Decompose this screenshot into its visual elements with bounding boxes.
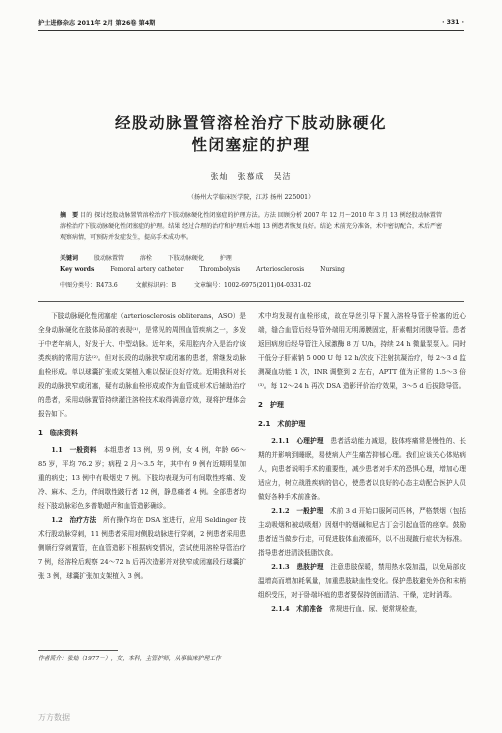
body-paragraph	[258, 434, 466, 504]
subsection-heading: 1.1 一般资料	[51, 446, 97, 454]
body-paragraph	[258, 602, 466, 616]
body-paragraph	[38, 513, 246, 583]
author-footnote: 作者简介：张灿（1977－），女，本科，主管护师，从事临床护理工作	[38, 656, 221, 662]
keyword: 溶栓	[139, 255, 152, 262]
right-column	[258, 309, 466, 616]
paragraph-text: 术前 3 d 开始口服阿司匹林，严格禁烟（包括主动吸烟和被动吸烟）因烟中的烟碱和尼古丁会引起血管的痉挛。鼓励患者适当做步行走，可促进肢体血液循环，以不出现跛行症状为标准。指导患者进清淡低脂饮食。	[258, 507, 467, 557]
subsection-heading: 2.1.2 一般护理	[271, 507, 324, 515]
keywords-en-label: Key words	[60, 266, 95, 273]
keyword: 下肢动脉硬化	[167, 255, 204, 262]
paragraph-text: 常规进行血、尿、便常规检查，	[329, 605, 422, 613]
keyword: Femoral artery catheter	[110, 266, 184, 273]
article-number: 文章编号：1002-6975(2011)04-0331-02	[193, 282, 312, 289]
affiliation: （扬州大学临床医学院，江苏 扬州 225001）	[187, 194, 315, 201]
keyword: Thrombolysis	[199, 266, 241, 273]
keyword: Arteriosclerosis	[256, 266, 305, 273]
keyword: Nursing	[320, 266, 345, 273]
subsection-heading: 2.1.3 患肢护理	[271, 563, 324, 571]
article-title	[0, 112, 502, 156]
document-code: 文献标识码：B	[135, 282, 177, 289]
abstract-text: 目的 探讨经股动脉置管溶栓治疗下肢动脉硬化性闭塞症的护理方法。方法 回顾分析 2007 年 12 月～2010 年 3 月 13 例经股动脉置管溶栓治疗下肢动脉硬化性闭塞症的护理。结果 经过合理的治疗和护理后本组 13 例患者恢复良好。结论 术前充分准备，术中密切配合，术后严密观察病情，可预防并发症发生，提高手术成功率。	[60, 212, 442, 241]
keywords	[60, 253, 442, 275]
keywords-cn-label: 关键词	[60, 255, 79, 262]
left-column	[38, 309, 246, 583]
watermark: 万方数据	[38, 713, 70, 722]
title-line-2: 性闭塞症的护理	[191, 136, 311, 154]
journal-info: 护士进修杂志 2011年 2月 第26卷 第4期	[38, 19, 156, 27]
subsection-heading: 2.1.4 术前准备	[271, 605, 323, 613]
title-line-1: 经股动脉置管溶栓治疗下肢动脉硬化	[114, 114, 387, 132]
footnote-rule	[38, 650, 118, 651]
keywords-cn	[60, 253, 442, 264]
abstract-label: 摘 要	[60, 212, 79, 219]
subsection-heading: 2.1.1 心理护理	[271, 437, 324, 445]
classification-line	[60, 280, 442, 289]
page-number: · 331 ·	[442, 18, 464, 26]
clc-number: 中图分类号：R473.6	[60, 282, 118, 289]
paragraph-text: 本组患者 13 例，男 9 例，女 4 例，年龄 66～85 岁，平均 76.2 岁；病程 2 月～3.5 年，其中有 9 例有近期明显加重的病史；13 例中有吸烟史 7 例。下肢均表现为可有间歇性疼痛、发冷、麻木、乏力，伴间歇性跛行者 12 例，静息痛者 4 例。全部患者均经下肢动脉彩色多普勒超声和血管造影确诊。	[38, 446, 247, 510]
section-heading: 2 护理	[258, 401, 284, 409]
section-rule	[38, 301, 464, 302]
paragraph-text: 注意患肢保暖，禁用热水袋加温，以免局部皮温增高而增加耗氧量，加重患肢缺血性变化。保护患肢避免外伤和末梢组织受压，对于卧端坏疽的患者要保持创面清洁、干燥，定时消毒。	[258, 563, 467, 599]
subsection-heading: 2.1 术前护理	[258, 420, 306, 428]
continued-paragraph: 术中均发现有血栓形成，故在导丝引导下置入溶栓导管于栓塞的近心端，缝合血管后经导管外端用无明薄膜固定，肝素帽封闭腹导管。患者返回病房后经导管注入尿激酶 8 万 U/h，持续 24 h 微量泵泵入。同时干低分子肝素钠 5 000 U 每 12 h/次皮下注射抗凝治疗，每 2～3 d 监测凝血功能 1 次，INR 调整到 2 左右，APTT 值为正常的 1.5～3 倍⁽³⁾。每 12～24 h 再次 DSA 造影评价治疗效果，3～5 d 后拔除导管。	[258, 312, 466, 390]
keyword: 股动脉置管	[93, 255, 124, 262]
running-header	[38, 16, 464, 28]
abstract	[60, 210, 442, 243]
keyword: 护理	[219, 255, 232, 262]
paragraph-text: 患者活动能力减退，肢体疼痛常是慢性的、长期的并影响到睡眠，易使病人产生痛苦抑郁心理。我们应该关心体贴病人，向患者说明手术的重要性，减少患者对手术的恐惧心理，增加心理适应力，树立战胜疾病的信心，使患者以良好的心态主动配合医护人员做好各种手术前准备。	[258, 437, 467, 501]
section-heading: 1 临床资料	[38, 429, 78, 437]
body-paragraph	[38, 443, 246, 513]
paragraph-text: 所有操作均在 DSA 室进行，应用 Seldinger 技术行股动脉穿刺，11 例患者采用对侧股动脉进行穿刺，2 例患者采用患侧顺行穿刺置管，在血管造影下根据病变情况，尝试使用溶栓导管治疗 7 例，经溶栓后观察 24～72 h 后再次造影并对狭窄或闭塞段行球囊扩张 3 例，球囊扩张加支架植入 3 例。	[38, 516, 246, 580]
intro-paragraph: 下肢动脉硬化性闭塞症（arteriosclerosis obliterans，ASO）是全身动脉硬化在肢体局部的表现⁽¹⁾，是常见的周围血管疾病之一，多发于中老年病人，好发于大、中型动脉。近年来，采用腔内介入是治疗该类疾病的常用方法⁽²⁾。但对长段的动脉狭窄或闭塞的患者，常继发动脉血栓形成。单以球囊扩张或支架植入难以保证良好疗效。近期我科对长段的动脉狭窄或闭塞，疑有动脉血栓形成或作为血管成形术后辅助治疗的患者，采用动脉置管持续灌注溶栓技术取得满意疗效，现将护理体会报告如下。	[38, 312, 246, 418]
authors: 张灿 张慕成 吴洁	[210, 172, 292, 181]
keywords-en	[60, 264, 442, 275]
header-rule	[38, 30, 464, 31]
subsection-heading: 1.2 治疗方法	[51, 516, 97, 524]
body-paragraph	[258, 560, 466, 602]
body-paragraph	[258, 504, 466, 560]
